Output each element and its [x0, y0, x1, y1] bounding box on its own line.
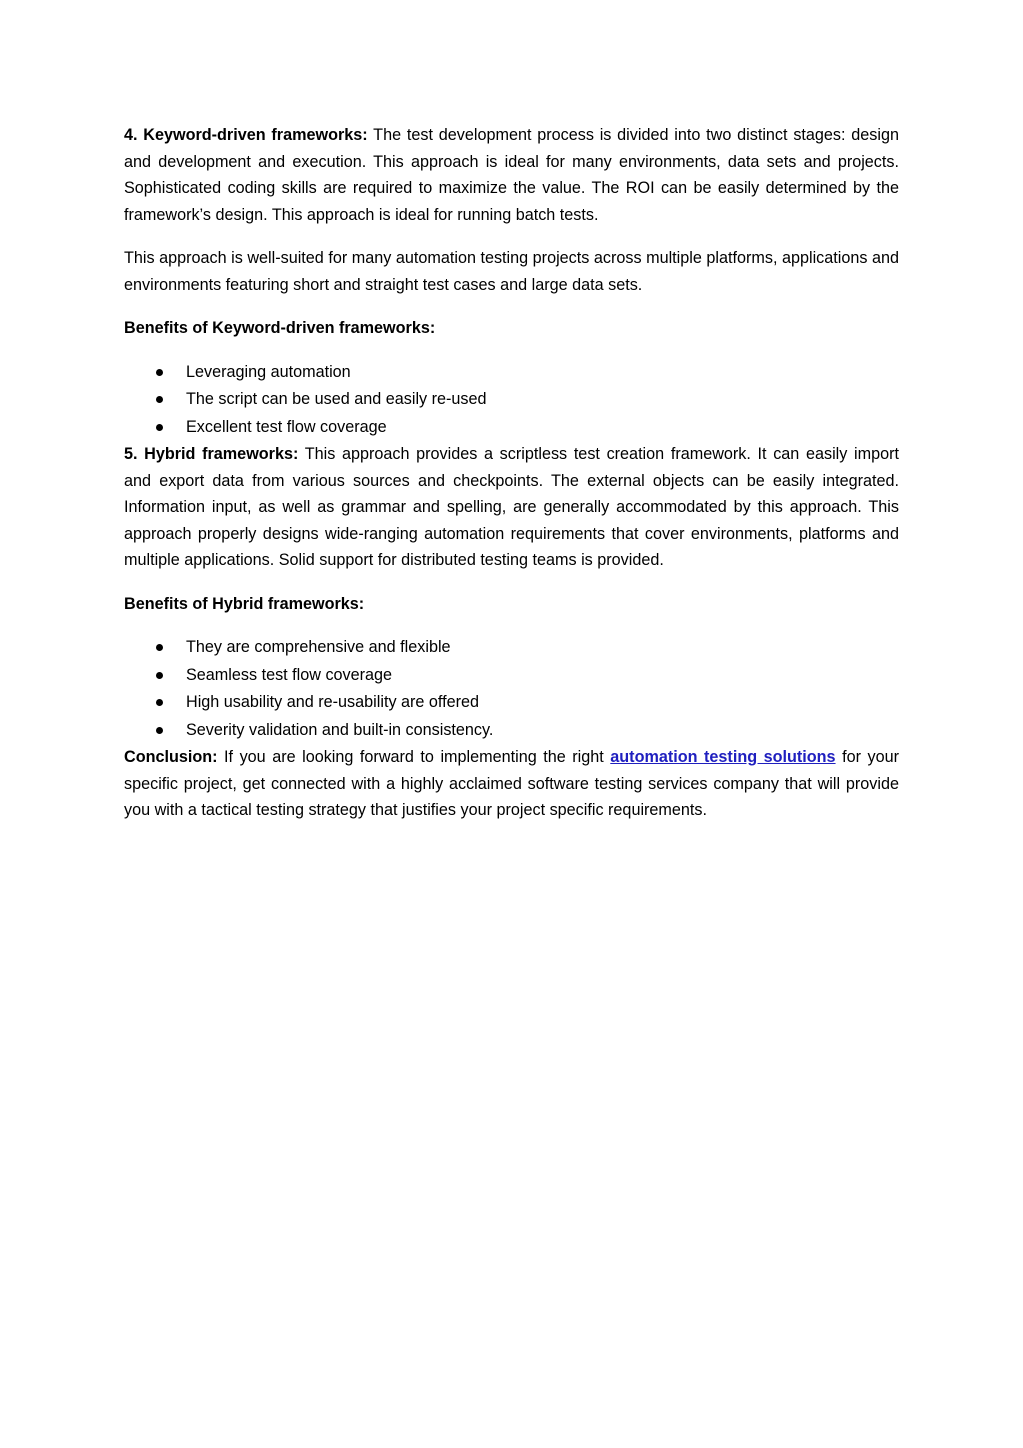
list-item	[124, 359, 899, 387]
list-item-text: Leveraging automation	[186, 362, 351, 381]
list-item	[124, 414, 899, 442]
section-5-lead: 5. Hybrid frameworks:	[124, 445, 299, 463]
list-item-text: High usability and re-usability are offered	[186, 693, 480, 711]
section-5-paragraph	[124, 441, 899, 574]
list-item-text: Seamless test flow coverage	[186, 665, 393, 684]
list-item	[124, 717, 899, 745]
hybrid-benefits-list	[124, 634, 899, 744]
conclusion-lead: Conclusion:	[124, 748, 218, 766]
list-item-text: Excellent test flow coverage	[186, 417, 387, 436]
section-4-paragraph-2: This approach is well-suited for many automation testing projects across multiple platforms, applications and environments featuring short and straight test cases and large data sets.	[124, 249, 899, 294]
automation-testing-solutions-link[interactable]: automation testing solutions	[610, 748, 836, 766]
bullet-icon	[156, 699, 163, 706]
section-4-paragraph	[124, 122, 899, 228]
list-item-text: The script can be used and easily re-used	[186, 390, 487, 408]
bullet-icon	[156, 727, 163, 734]
conclusion-text-after: for your specific project, get connected with a highly acclaimed software testing services company that will provide you with a tactical testing strategy that justifies your project specific requirements.	[124, 748, 899, 819]
bullet-icon	[156, 424, 163, 431]
list-item-text: Severity validation and built-in consistency.	[186, 720, 494, 739]
document-page	[124, 122, 899, 824]
list-item-text: They are comprehensive and flexible	[186, 638, 451, 656]
section-4-lead: 4. Keyword-driven frameworks:	[124, 126, 368, 144]
bullet-icon	[156, 396, 163, 403]
list-item	[124, 662, 899, 690]
section-4-text: The test development process is divided into two distinct stages: design and development and execution. This approach is ideal for many environments, data sets and projects. Sophisticated coding skills are required to maximize the value. The ROI can be easily determined by the framework’s design. This approach is ideal for running batch tests.	[124, 126, 899, 224]
keyword-benefits-heading: Benefits of Keyword-driven frameworks:	[124, 319, 436, 337]
conclusion-text-before: If you are looking forward to implementing the right	[217, 748, 611, 766]
conclusion-paragraph	[124, 744, 899, 824]
section-5-text: This approach provides a scriptless test creation framework. It can easily import and export data from various sources and checkpoints. The external objects can be easily integrated. Information input, as well as grammar and spelling, are generally accommodated by this approach. This approach properly designs wide-ranging automation requirements that cover environments, platforms and multiple applications. Solid support for distributed testing teams is provided.	[124, 445, 900, 569]
list-item	[124, 386, 899, 414]
bullet-icon	[156, 644, 163, 651]
bullet-icon	[156, 672, 163, 679]
keyword-benefits-list	[124, 359, 899, 442]
bullet-icon	[156, 369, 163, 376]
list-item	[124, 634, 899, 662]
hybrid-benefits-heading: Benefits of Hybrid frameworks:	[124, 594, 365, 613]
list-item	[124, 689, 899, 717]
